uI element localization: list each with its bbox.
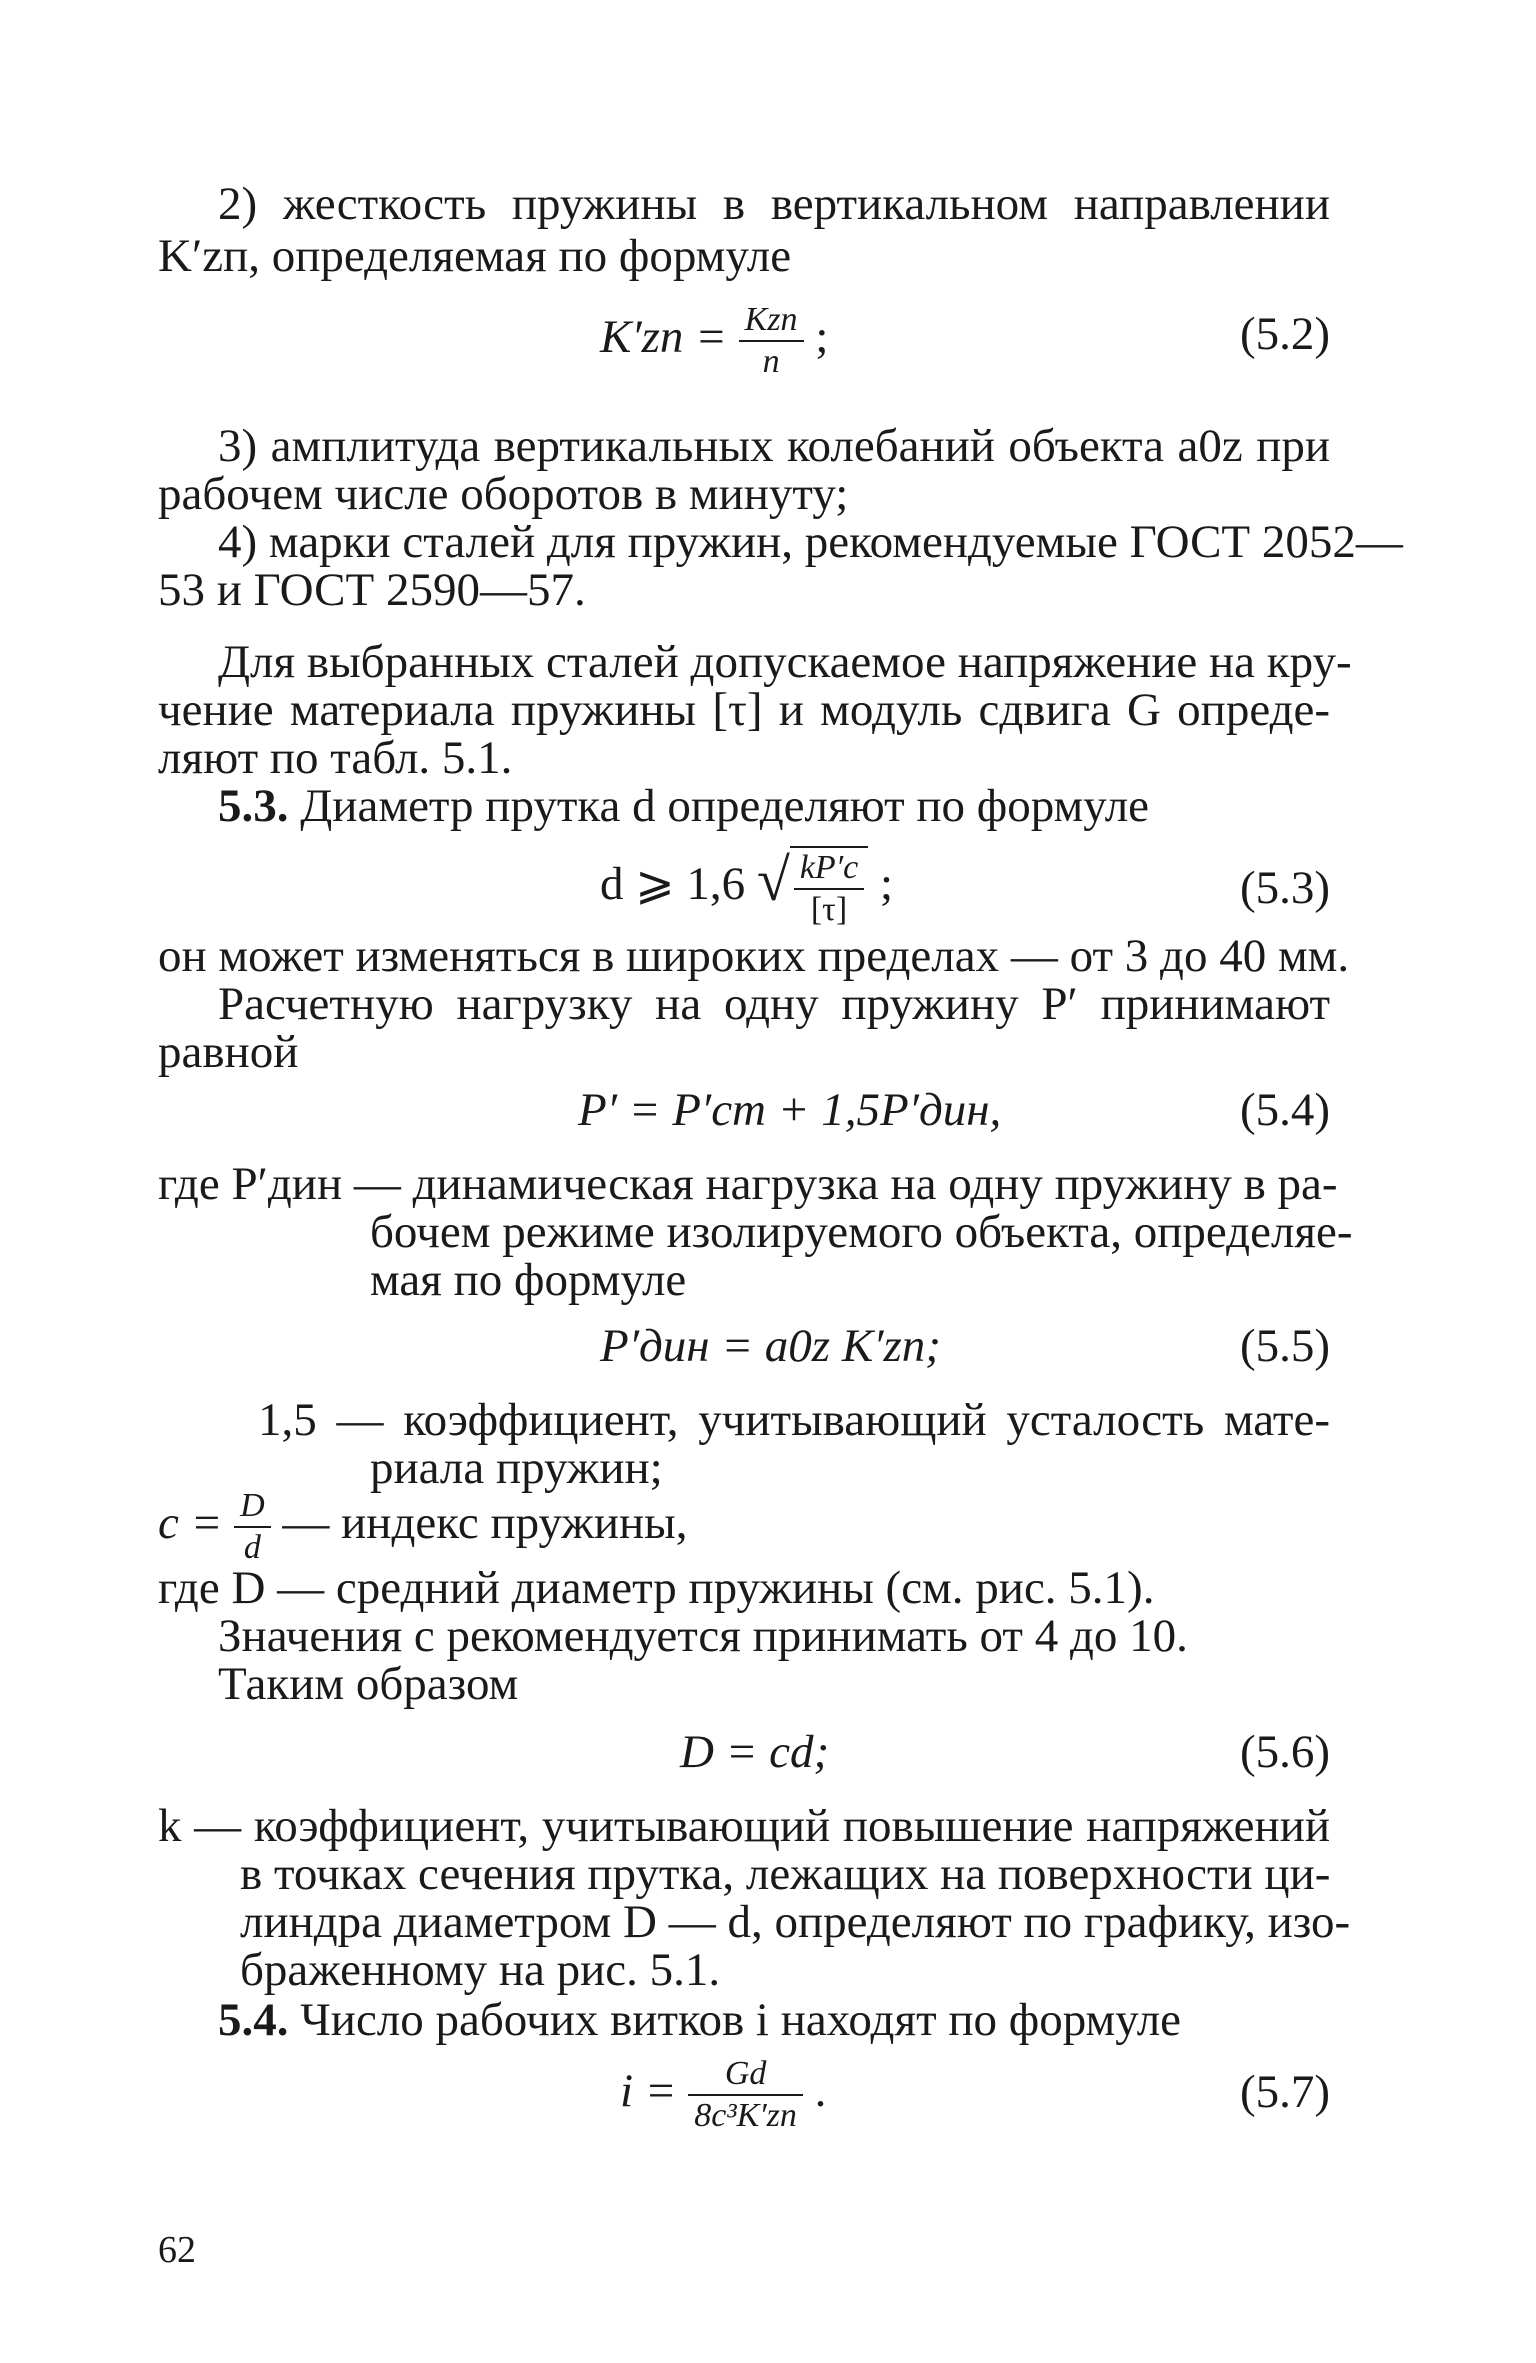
denominator: d: [243, 1529, 261, 1566]
text-line: браженному на рис. 5.1.: [240, 1944, 721, 1996]
formula-5-4: P′ = P′ст + 1,5P′дин,: [578, 1084, 1002, 1136]
text-line: — индекс пружины,: [282, 1496, 688, 1549]
formula-tail: .: [814, 2064, 827, 2117]
text-line: линдра диаметром D — d, определяют по графику, изо-: [240, 1896, 1351, 1948]
formula-lhs: c =: [158, 1496, 223, 1549]
formula-5-3: [600, 846, 893, 930]
section-text: Число рабочих витков i находят по формуле: [288, 1994, 1182, 2046]
section-number: 5.3.: [218, 780, 289, 832]
text-line: 3) амплитуда вертикальных колебаний объекта a0z при: [218, 420, 1330, 472]
fraction: [794, 848, 864, 930]
formula-5-6: D = cd;: [680, 1726, 830, 1778]
section-text: Диаметр прутка d определяют по формуле: [288, 780, 1150, 832]
text-line: 1,5 — коэффициент, учитывающий усталость мате-: [258, 1394, 1330, 1446]
text-line: риала пружин;: [370, 1442, 663, 1494]
section-number: 5.4.: [218, 1994, 289, 2046]
fraction: [688, 2054, 803, 2136]
square-root: √ $\frac{kP'c}{[\tau]}$: [757, 846, 868, 930]
text-line: 53 и ГОСТ 2590—57.: [158, 564, 586, 616]
formula-lhs: i =: [620, 2064, 677, 2117]
fraction: [234, 1486, 271, 1568]
equation-number: (5.5): [1240, 1320, 1331, 1372]
text-line: Для выбранных сталей допускаемое напряжение на кру-: [218, 636, 1352, 688]
text-line: ляют по табл. 5.1.: [158, 732, 513, 784]
denominator: 8c³K′zп: [694, 2097, 797, 2134]
numerator: kP′c: [794, 848, 864, 890]
text-line: он может изменяться в широких пределах — от 3 до 40 мм.: [158, 930, 1350, 982]
numerator: Kzп: [739, 300, 804, 342]
text-line: равной: [158, 1026, 299, 1078]
section-heading-5-3: [218, 778, 1149, 834]
text-line: 4) марки сталей для пружин, рекомендуемые ГОСТ 2052—: [218, 516, 1403, 568]
section-heading-5-4: [218, 1992, 1181, 2048]
denominator: n: [762, 343, 780, 380]
equation-number: (5.2): [1240, 308, 1331, 360]
text-line: где P′дин — динамическая нагрузка на одну пружину в ра-: [158, 1158, 1338, 1210]
equation-number: (5.3): [1240, 862, 1331, 914]
formula-lhs: K′zп =: [600, 310, 727, 363]
text-line: где D — средний диаметр пружины (см. рис. 5.1).: [158, 1562, 1155, 1614]
text-line: Таким образом: [218, 1658, 519, 1710]
equation-number: (5.6): [1240, 1726, 1331, 1778]
numerator: D: [234, 1486, 271, 1528]
numerator: Gd: [688, 2054, 803, 2096]
formula-c: [158, 1486, 688, 1568]
equation-number: (5.4): [1240, 1084, 1331, 1136]
formula-lhs: d ⩾ 1,6: [600, 857, 746, 910]
formula-tail: ;: [879, 857, 894, 910]
text-line: рабочем числе оборотов в минуту;: [158, 468, 849, 520]
equation-number: (5.7): [1240, 2066, 1331, 2118]
formula-tail: ;: [815, 310, 829, 363]
text-line: чение материала пружины [τ] и модуль сдвига G опреде-: [158, 684, 1330, 736]
text-line: 2) жесткость пружины в вертикальном направлении: [218, 178, 1330, 230]
text-line: Значения c рекомендуется принимать от 4 до 10.: [218, 1610, 1188, 1662]
text-line: Расчетную нагрузку на одну пружину P′ принимают: [218, 978, 1330, 1030]
fraction: [739, 300, 804, 382]
text-line: бочем режиме изолируемого объекта, определяе-: [370, 1206, 1353, 1258]
formula-5-2: [600, 300, 828, 382]
text-line: k — коэффициент, учитывающий повышение напряжений: [158, 1800, 1330, 1852]
formula-5-7: [620, 2054, 826, 2136]
text-line: K′zп, определяемая по формуле: [158, 230, 792, 282]
page-number: 62: [158, 2229, 196, 2271]
formula-5-5: P′дин = a0z K′zп;: [600, 1320, 941, 1372]
denominator: [τ]: [810, 891, 848, 928]
text-line: мая по формуле: [370, 1254, 687, 1306]
text-line: в точках сечения прутка, лежащих на поверхности ци-: [240, 1848, 1331, 1900]
